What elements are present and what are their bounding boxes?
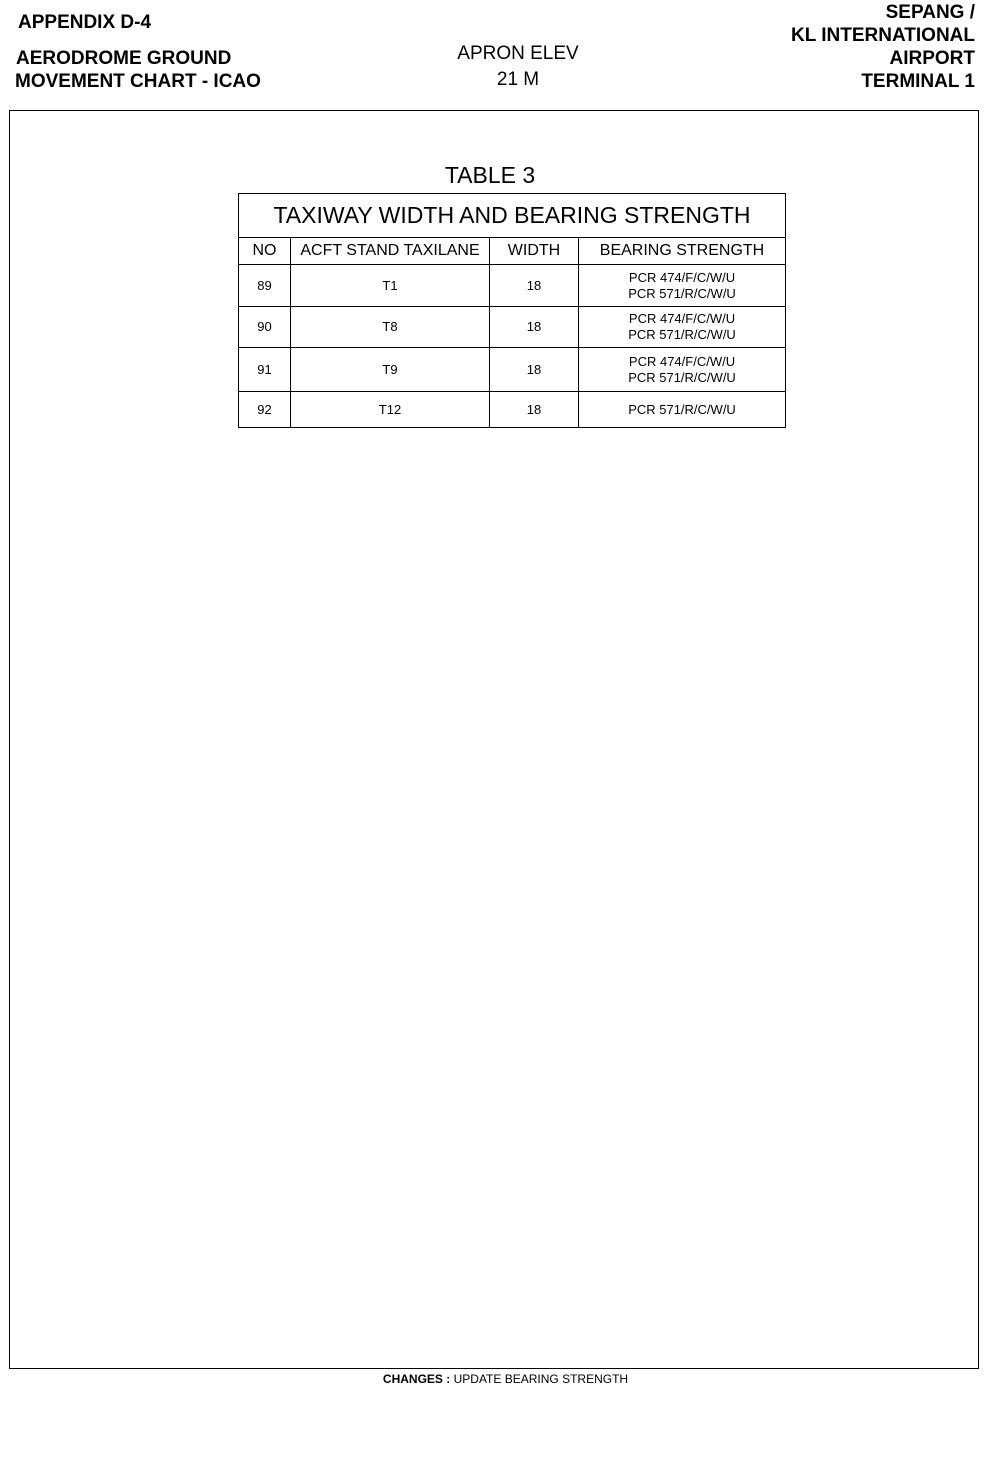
aerodrome-location bbox=[791, 1, 975, 93]
location-line1: SEPANG / bbox=[885, 2, 975, 23]
chart-name-line2: MOVEMENT CHART - ICAO bbox=[15, 71, 261, 92]
row-strength bbox=[579, 265, 786, 307]
chart-name bbox=[16, 47, 261, 93]
strength-line: PCR 474/F/C/W/U bbox=[628, 353, 736, 369]
row-taxilane: T12 bbox=[291, 392, 490, 428]
apron-elevation-value: 21 M bbox=[496, 69, 540, 90]
strength-line: PCR 571/R/C/W/U bbox=[628, 369, 736, 385]
changes-text: UPDATE BEARING STRENGTH bbox=[453, 1372, 629, 1386]
changes-note bbox=[0, 1372, 991, 1387]
row-width: 18 bbox=[490, 392, 579, 428]
strength-line: PCR 474/F/C/W/U bbox=[628, 311, 736, 326]
strength-line: PCR 571/R/C/W/U bbox=[628, 327, 736, 342]
row-width: 18 bbox=[490, 265, 579, 307]
strength-line: PCR 571/R/C/W/U bbox=[628, 401, 736, 417]
row-taxilane: T1 bbox=[291, 265, 490, 307]
row-width: 18 bbox=[490, 307, 579, 348]
table-row bbox=[239, 392, 786, 428]
appendix-label: APPENDIX D-4 bbox=[18, 12, 152, 33]
row-width: 18 bbox=[490, 348, 579, 392]
changes-label: CHANGES : bbox=[382, 1372, 451, 1386]
table-title: TAXIWAY WIDTH AND BEARING STRENGTH bbox=[239, 194, 786, 238]
table-caption: TABLE 3 bbox=[444, 162, 536, 188]
apron-elevation bbox=[418, 41, 618, 93]
row-strength bbox=[579, 307, 786, 348]
row-no: 92 bbox=[239, 392, 291, 428]
column-header-no: NO bbox=[239, 238, 291, 265]
row-taxilane: T9 bbox=[291, 348, 490, 392]
table-row bbox=[239, 307, 786, 348]
row-no: 90 bbox=[239, 307, 291, 348]
apron-elevation-label: APRON ELEV bbox=[457, 43, 579, 64]
column-header-width: WIDTH bbox=[490, 238, 579, 265]
row-taxilane: T8 bbox=[291, 307, 490, 348]
strength-line: PCR 474/F/C/W/U bbox=[628, 269, 736, 285]
row-strength bbox=[579, 348, 786, 392]
strength-line: PCR 571/R/C/W/U bbox=[628, 285, 736, 301]
location-line4: TERMINAL 1 bbox=[861, 71, 975, 92]
location-line2: KL INTERNATIONAL bbox=[790, 25, 975, 46]
column-header-strength: BEARING STRENGTH bbox=[579, 238, 786, 265]
table-row bbox=[239, 265, 786, 307]
column-header-taxilane: ACFT STAND TAXILANE bbox=[291, 238, 490, 265]
taxiway-table bbox=[238, 193, 786, 428]
row-no: 89 bbox=[239, 265, 291, 307]
row-no: 91 bbox=[239, 348, 291, 392]
row-strength bbox=[579, 392, 786, 428]
table-row bbox=[239, 348, 786, 392]
chart-name-line1: AERODROME GROUND bbox=[16, 48, 232, 69]
location-line3: AIRPORT bbox=[889, 48, 975, 69]
